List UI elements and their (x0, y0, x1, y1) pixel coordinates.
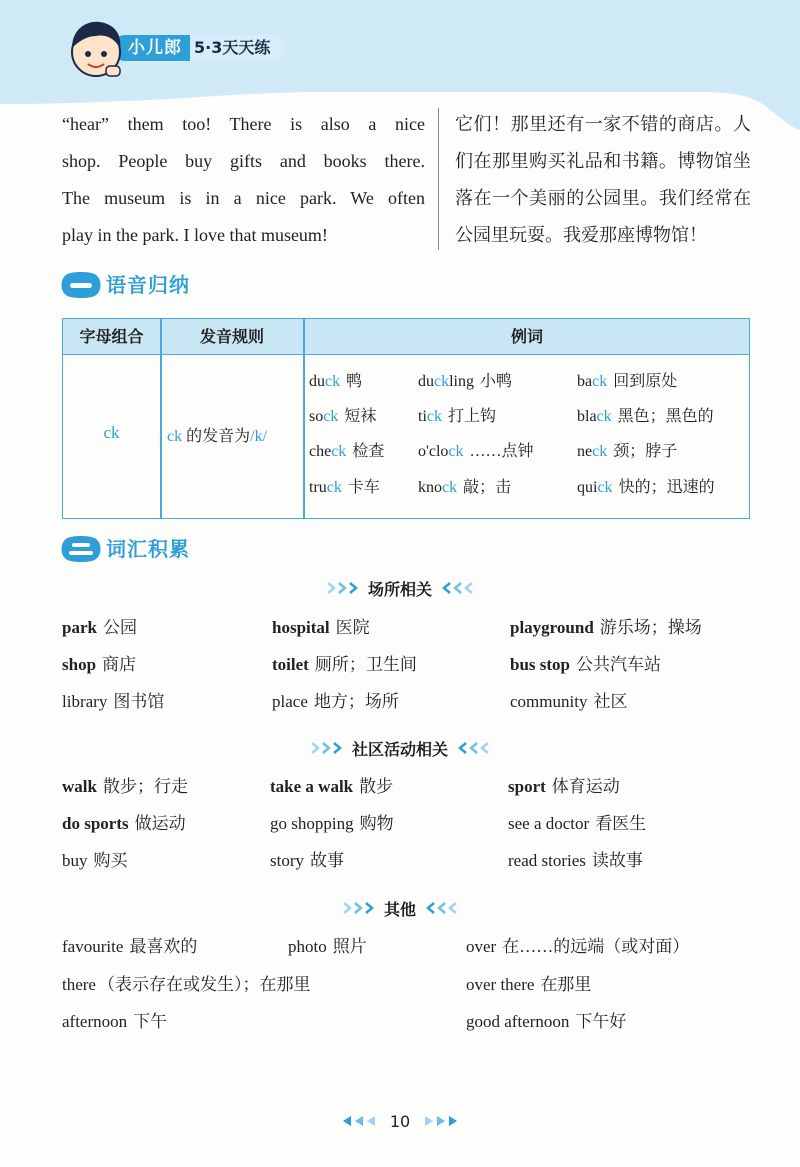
example-prefix: che (309, 443, 332, 460)
example-prefix: du (309, 373, 325, 390)
example-highlight: ck (331, 443, 347, 460)
vocab-meaning: 厕所；卫生间 (314, 655, 417, 674)
vocab-item (62, 849, 128, 873)
vocab-word: library (62, 692, 108, 711)
example-meaning: 检查 (352, 443, 385, 460)
chevrons-left-icon (440, 581, 474, 595)
example-word (577, 371, 677, 393)
example-prefix: du (418, 373, 434, 390)
example-highlight: ck (426, 408, 442, 425)
vocab-word: story (270, 851, 304, 870)
chevrons-right-icon (326, 581, 360, 595)
page-footer (0, 1108, 800, 1134)
vocab-meaning: 下午好 (575, 1012, 627, 1031)
page-number: 10 (389, 1111, 411, 1131)
vocab-group-title: 其他 (383, 899, 416, 919)
chevrons-right-icon (342, 901, 376, 915)
example-prefix: tru (309, 479, 327, 496)
vocab-meaning: 图书馆 (113, 692, 165, 711)
vocab-item (62, 616, 137, 640)
example-word (577, 477, 715, 499)
vocab-word: over (466, 937, 497, 956)
example-prefix: ti (418, 408, 427, 425)
table-header-examples: 例词 (510, 327, 543, 346)
example-highlight: ck (592, 443, 608, 460)
chevrons-left-icon (456, 741, 490, 755)
vocab-meaning: 在那里 (540, 975, 592, 994)
passage-english-line: play in the park. I love that museum! (62, 225, 328, 245)
section-two-badge-icon (60, 535, 102, 563)
vocab-word: do sports (62, 814, 129, 833)
vocab-item (466, 935, 689, 959)
passage-english-line: shop. People buy gifts and books there. (62, 151, 425, 171)
example-highlight: ck (325, 373, 341, 390)
vocab-word: hospital (272, 618, 330, 637)
vocab-meaning: 地方；场所 (313, 692, 399, 711)
example-meaning: 打上钩 (448, 408, 497, 425)
vocab-word: read stories (508, 851, 586, 870)
example-meaning: 鸭 (346, 373, 363, 390)
vocab-word: over there (466, 975, 535, 994)
vocab-word: community (510, 692, 588, 711)
vocab-word: good afternoon (466, 1012, 570, 1031)
table-header-letters: 字母组合 (79, 327, 144, 346)
example-meaning: 回到原处 (613, 373, 678, 390)
example-word (309, 441, 384, 463)
example-prefix: so (309, 408, 324, 425)
vocab-meaning: 社区 (593, 692, 628, 711)
example-highlight: ck (596, 408, 612, 425)
rule-text: 的发音为 (182, 428, 251, 445)
vocab-word: there (62, 975, 96, 994)
example-prefix: ne (577, 443, 593, 460)
passage-chinese-line: 公园里玩耍。我爱那座博物馆！ (455, 225, 707, 245)
vocab-meaning: 体育运动 (551, 777, 620, 796)
vocab-meaning: 照片 (332, 937, 367, 956)
example-meaning: ……点钟 (469, 443, 534, 460)
section-title-vocab: 词汇积累 (106, 537, 190, 561)
example-highlight: ck (448, 443, 464, 460)
vocab-word: place (272, 692, 308, 711)
vocab-meaning: 在……的远端（或对面） (502, 937, 690, 956)
example-word (309, 477, 380, 499)
vocab-group-header (0, 896, 800, 920)
section-title-phonics: 语音归纳 (106, 273, 190, 297)
vocab-word: go shopping (270, 814, 354, 833)
example-meaning: 黑色；黑色的 (617, 408, 714, 425)
vocab-word: shop (62, 655, 97, 674)
vocab-item (508, 775, 620, 799)
vocab-item (510, 616, 702, 640)
vocab-meaning: 散步 (359, 777, 394, 796)
vocab-item (270, 812, 394, 836)
example-highlight: ck (442, 479, 458, 496)
vocab-word: see a doctor (508, 814, 590, 833)
table-cell-letters: ck (103, 423, 120, 442)
vocab-item (510, 690, 627, 714)
example-suffix: ling (449, 373, 474, 390)
example-meaning: 颈；脖子 (613, 443, 678, 460)
passage-chinese-line: 它们！那里还有一家不错的商店。人 (455, 114, 751, 134)
example-prefix: o'clo (418, 443, 449, 460)
vocab-item (508, 812, 646, 836)
example-prefix: ba (577, 373, 593, 390)
vocab-meaning: 公园 (102, 618, 137, 637)
page-arrows-right-icon (422, 1115, 458, 1127)
table-cell-rule (167, 423, 267, 446)
vocab-item (62, 775, 188, 799)
vocab-word: afternoon (62, 1012, 128, 1031)
passage-chinese-line: 落在一个美丽的公园里。我们经常在 (455, 188, 751, 208)
example-word (309, 406, 376, 428)
vocab-item (270, 775, 393, 799)
vocab-meaning: 散步；行走 (102, 777, 188, 796)
vocab-item (272, 653, 417, 677)
vocab-item (508, 849, 643, 873)
example-highlight: ck (597, 479, 613, 496)
vocab-meaning: （表示存在或发生）；在那里 (97, 975, 311, 994)
rule-letters: ck (167, 428, 183, 445)
vocab-item (288, 935, 367, 959)
example-highlight: ck (323, 408, 339, 425)
example-meaning: 快的；迅速的 (618, 479, 715, 496)
column-divider (438, 108, 439, 250)
vocab-item (62, 653, 136, 677)
vocab-word: toilet (272, 655, 309, 674)
chevrons-left-icon (424, 901, 458, 915)
vocab-group-header (0, 576, 800, 600)
example-meaning: 小鸭 (480, 373, 513, 390)
table-header-rule: 发音规则 (199, 327, 264, 346)
phonics-table (62, 318, 750, 519)
vocab-item (62, 935, 197, 959)
vocab-meaning: 商店 (102, 655, 137, 674)
vocab-meaning: 做运动 (134, 814, 186, 833)
brand-series: 5·3天天练 (194, 38, 271, 57)
vocab-word: park (62, 618, 97, 637)
example-prefix: bla (577, 408, 597, 425)
vocab-group-title: 场所相关 (367, 579, 432, 599)
vocab-meaning: 读故事 (591, 851, 643, 870)
passage-english-line: The museum is in a nice park. We often (62, 188, 425, 208)
vocab-meaning: 最喜欢的 (129, 937, 198, 956)
vocab-item (62, 973, 310, 997)
example-highlight: ck (434, 373, 450, 390)
vocab-group-header (0, 736, 800, 760)
vocab-item (272, 616, 370, 640)
vocab-group-title: 社区活动相关 (351, 739, 448, 759)
vocab-meaning: 下午 (133, 1012, 168, 1031)
example-word (577, 406, 714, 428)
boy-mascot-icon (66, 16, 130, 82)
vocab-meaning: 游乐场；操场 (599, 618, 702, 637)
vocab-item (62, 812, 186, 836)
brand-name: 小儿郎 (128, 38, 182, 58)
chevrons-right-icon (310, 741, 344, 755)
vocab-meaning: 公共汽车站 (576, 655, 662, 674)
vocab-meaning: 购物 (359, 814, 394, 833)
vocab-item (270, 849, 344, 873)
passage-chinese-line: 们在那里购买礼品和书籍。博物馆坐 (455, 151, 751, 171)
example-word (418, 441, 534, 463)
vocab-meaning: 医院 (335, 618, 370, 637)
page-arrows-left-icon (342, 1115, 378, 1127)
vocab-meaning: 故事 (310, 851, 344, 870)
vocab-meaning: 看医生 (595, 814, 647, 833)
vocab-item (62, 1010, 167, 1034)
vocab-item (466, 973, 591, 997)
vocab-word: photo (288, 937, 327, 956)
passage-english-line: “hear” them too! There is also a nice (62, 114, 425, 134)
vocab-item (272, 690, 399, 714)
vocab-word: sport (508, 777, 546, 796)
vocab-word: walk (62, 777, 97, 796)
vocab-word: favourite (62, 937, 124, 956)
vocab-word: playground (510, 618, 594, 637)
rule-ipa: /k/ (250, 428, 268, 445)
example-highlight: ck (326, 479, 342, 496)
vocab-item (466, 1010, 626, 1034)
vocab-item (62, 690, 164, 714)
vocab-item (510, 653, 661, 677)
example-prefix: kno (418, 479, 442, 496)
example-word (418, 406, 496, 428)
example-highlight: ck (592, 373, 608, 390)
example-word (418, 477, 511, 499)
example-word (418, 371, 512, 393)
example-word (577, 441, 677, 463)
vocab-meaning: 购买 (93, 851, 128, 870)
vocab-word: bus stop (510, 655, 571, 674)
example-meaning: 短袜 (344, 408, 377, 425)
vocab-word: take a walk (270, 777, 354, 796)
vocab-word: buy (62, 851, 88, 870)
example-prefix: qui (577, 479, 598, 496)
example-meaning: 敲；击 (463, 479, 512, 496)
example-meaning: 卡车 (347, 479, 380, 496)
example-word (309, 371, 362, 393)
section-one-badge-icon (60, 271, 102, 299)
